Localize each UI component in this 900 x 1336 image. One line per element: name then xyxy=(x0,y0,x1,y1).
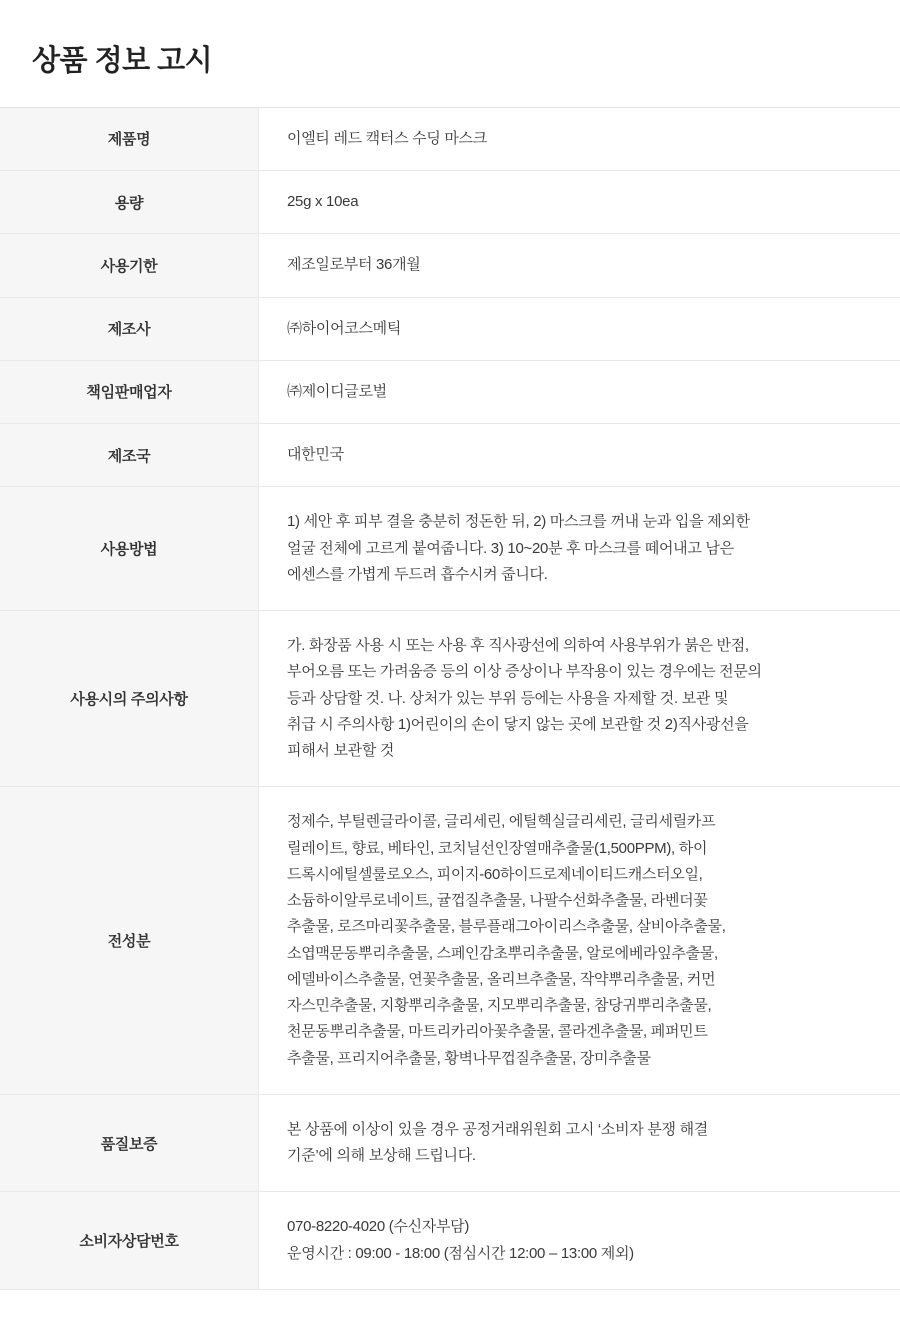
table-body xyxy=(0,107,900,1289)
row-value-line: 소듐하이알루로네이트, 귤껍질추출물, 나팔수선화추출물, 라벤더꽃 xyxy=(287,892,708,910)
row-value-line: 25g x 10ea xyxy=(287,193,359,211)
row-label: 사용시의 주의사항 xyxy=(0,611,259,787)
row-value-line: 가. 화장품 사용 시 또는 사용 후 직사광선에 의하여 사용부위가 붉은 반점, xyxy=(287,637,749,655)
row-value xyxy=(259,611,900,787)
table-row xyxy=(0,234,900,297)
table-row xyxy=(0,487,900,611)
row-value-line: 1) 세안 후 피부 결을 충분히 정돈한 뒤, 2) 마스크를 꺼내 눈과 입을 제외한 xyxy=(287,513,750,531)
row-value-line: 추출물, 로즈마리꽃추출물, 블루플래그아이리스추출물, 살비아추출물, xyxy=(287,918,726,936)
row-value-line: 드록시에틸셀룰로오스, 피이지-60하이드로제네이티드캐스터오일, xyxy=(287,865,703,883)
row-label: 제조사 xyxy=(0,297,259,360)
row-value-line: 천문동뿌리추출물, 마트리카리아꽃추출물, 콜라겐추출물, 페퍼민트 xyxy=(287,1023,708,1041)
row-value-line: 대한민국 xyxy=(287,446,344,464)
row-value-line: 제조일로부터 36개월 xyxy=(287,256,421,274)
table-row xyxy=(0,424,900,487)
row-value xyxy=(259,787,900,1095)
row-value-line: 에센스를 가볍게 두드려 흡수시켜 줍니다. xyxy=(287,565,548,583)
row-value xyxy=(259,424,900,487)
row-value-line: 릴레이트, 향료, 베타인, 코치닐선인장열매추출물(1,500PPM), 하이 xyxy=(287,839,708,857)
row-value xyxy=(259,107,900,170)
row-value-line: 추출물, 프리지어추출물, 황벽나무껍질추출물, 장미추출물 xyxy=(287,1049,651,1067)
row-value-line: 피해서 보관할 것 xyxy=(287,742,395,760)
row-label: 전성분 xyxy=(0,787,259,1095)
row-value xyxy=(259,1192,900,1290)
page-title: 상품 정보 고시 xyxy=(32,45,213,77)
row-label: 제조국 xyxy=(0,424,259,487)
row-value-line: 기준’에 의해 보상해 드립니다. xyxy=(287,1147,476,1165)
row-label: 소비자상담번호 xyxy=(0,1192,259,1290)
row-value xyxy=(259,171,900,234)
table-row xyxy=(0,360,900,423)
row-label: 제품명 xyxy=(0,107,259,170)
row-value-line: 소엽맥문동뿌리추출물, 스페인감초뿌리추출물, 알로에베라잎추출물, xyxy=(287,944,718,962)
row-value xyxy=(259,487,900,611)
table-row xyxy=(0,171,900,234)
row-value-line: 취급 시 주의사항 1)어린이의 손이 닿지 않는 곳에 보관할 것 2)직사광선을 xyxy=(287,715,749,733)
table-row xyxy=(0,297,900,360)
row-label: 사용기한 xyxy=(0,234,259,297)
row-value-line: 정제수, 부틸렌글라이콜, 글리세린, 에틸헥실글리세린, 글리세릴카프 xyxy=(287,813,716,831)
row-label: 용량 xyxy=(0,171,259,234)
row-value-line: 얼굴 전체에 고르게 붙여줍니다. 3) 10~20분 후 마스크를 떼어내고 남은 xyxy=(287,539,734,557)
table-row xyxy=(0,787,900,1095)
row-value-line: 070-8220-4020 (수신자부담) xyxy=(287,1218,470,1236)
row-value xyxy=(259,234,900,297)
row-value-line: 본 상품에 이상이 있을 경우 공정거래위원회 고시 ‘소비자 분쟁 해결 xyxy=(287,1120,708,1138)
row-value-line: ㈜하이어코스메틱 xyxy=(287,319,402,337)
table-row xyxy=(0,1192,900,1290)
row-value xyxy=(259,360,900,423)
row-value xyxy=(259,297,900,360)
row-value-line: 부어오름 또는 가려움증 등의 이상 증상이나 부작용이 있는 경우에는 전문의 xyxy=(287,663,762,681)
row-value-line: 이엘티 레드 캑터스 수딩 마스크 xyxy=(287,129,487,147)
table-row xyxy=(0,107,900,170)
row-value-line: 에델바이스추출물, 연꽃추출물, 올리브추출물, 작약뿌리추출물, 커먼 xyxy=(287,970,716,988)
row-value-line: 자스민추출물, 지황뿌리추출물, 지모뿌리추출물, 참당귀뿌리추출물, xyxy=(287,997,712,1015)
row-value-line: ㈜제이디글로벌 xyxy=(287,382,387,400)
product-info-table xyxy=(0,107,900,1290)
row-value xyxy=(259,1094,900,1192)
row-label: 품질보증 xyxy=(0,1094,259,1192)
row-label: 사용방법 xyxy=(0,487,259,611)
table-row xyxy=(0,611,900,787)
row-value-line: 등과 상담할 것. 나. 상처가 있는 부위 등에는 사용을 자제할 것. 보관 및 xyxy=(287,689,729,707)
table-row xyxy=(0,1094,900,1192)
row-label: 책임판매업자 xyxy=(0,360,259,423)
row-value-line: 운영시간 : 09:00 - 18:00 (점심시간 12:00 – 13:00 제외) xyxy=(287,1244,634,1262)
